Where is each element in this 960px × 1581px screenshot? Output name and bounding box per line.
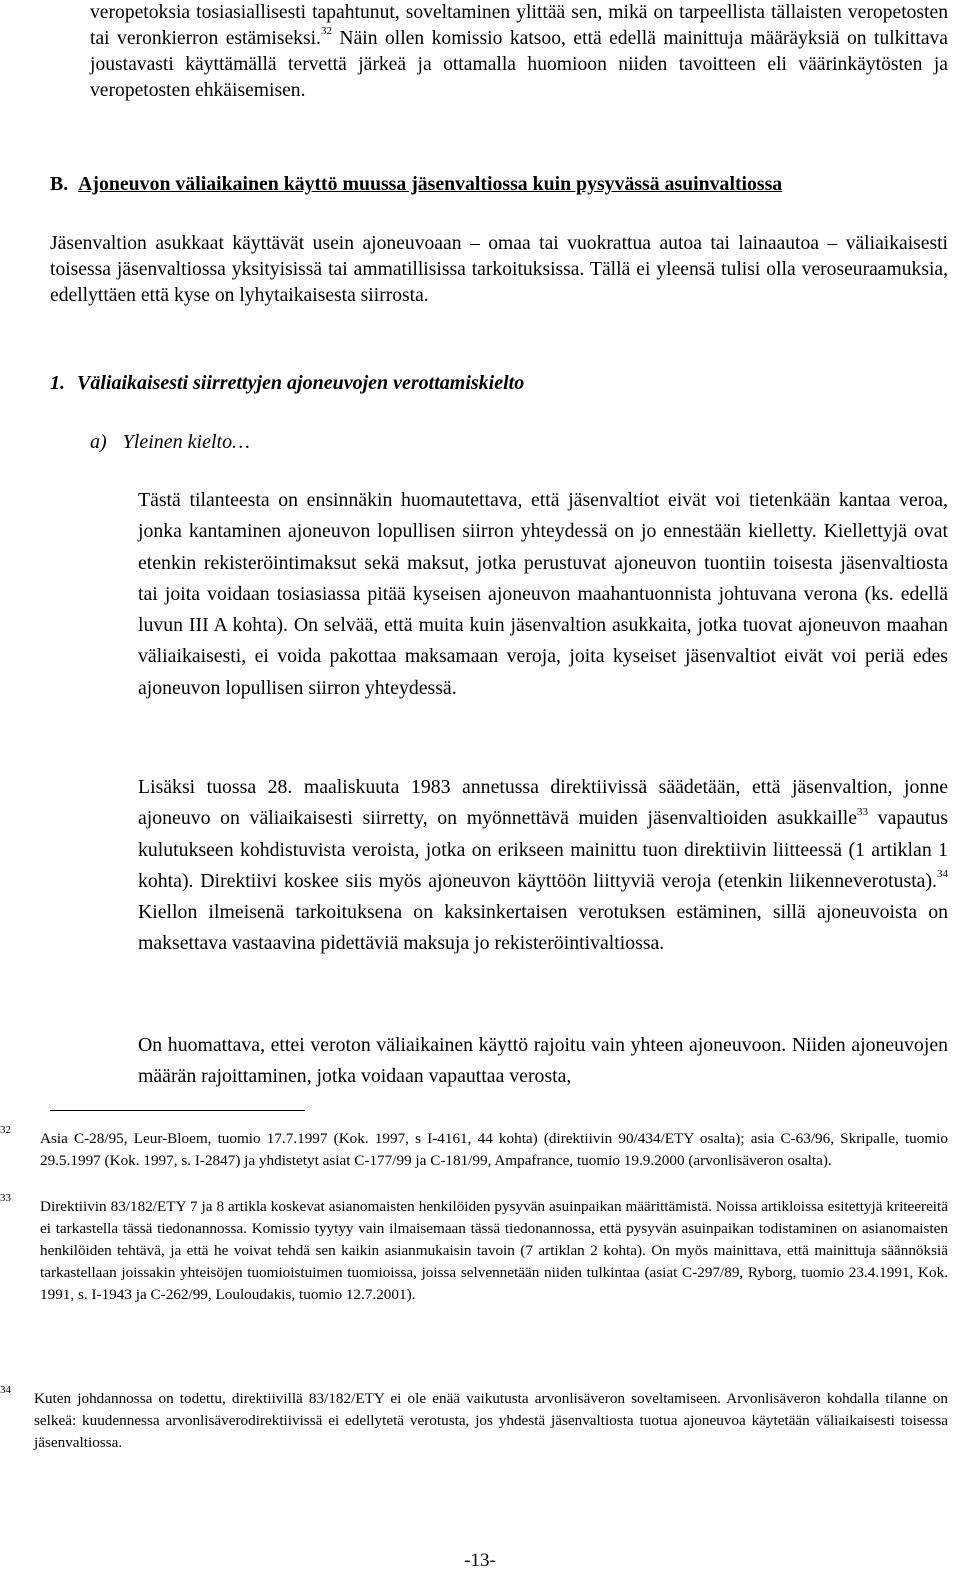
paragraph-2-text: Lisäksi tuossa 28. maaliskuuta 1983 annetussa direktiivissä säädetään, että jäsenvaltion, jonne ajoneuvo on väliaikaisesti siirretty, on myönnettävä muiden jäsenvaltioiden asukkaille bbox=[138, 776, 948, 830]
intro-paragraph: Jäsenvaltion asukkaat käyttävät usein ajoneuvoaan – omaa tai vuokrattua autoa tai lainaautoa – väliaikaisesti toisessa jäsenvaltiossa yksityisissä tai ammatillisissa tarkoituksissa. Tällä ei yleensä tulisi olla veroseuraamuksia, edellyttäen että kyse on lyhytaikaisesta siirrosta. bbox=[50, 233, 948, 306]
footnote-number: 33 bbox=[0, 1192, 11, 1204]
lead-paragraph bbox=[90, 0, 948, 104]
footnote-divider bbox=[50, 1110, 305, 1111]
paragraph-2-text-end: Kiellon ilmeisenä tarkoituksena on kaksinkertaisen verotuksen estäminen, sillä ajoneuvoista on maksettava vastaavina pidettäviä maksuja jo rekisteröintivaltiossa. bbox=[138, 901, 948, 955]
subsection-title: Väliaikaisesti siirrettyjen ajoneuvojen verottamiskielto bbox=[77, 372, 525, 394]
footnote-34: Kuten johdannossa on todettu, direktiivillä 83/182/ETY ei ole enää vaikutusta arvonlisäveron soveltamiseen. Arvonlisäveron kohdalla tilanne on selkeä: kuudennessa arvonlisäverodirektiivissä ei edellytetä verotusta, jos yhdestä jäsenvaltiosta tuotua ajoneuvoa käytetään väliaikaisesti toisessa jäsenvaltiossa. bbox=[34, 1390, 948, 1451]
subsection-number: 1. bbox=[50, 372, 65, 394]
lead-paragraph-text: veropetoksia tosiasiallisesti tapahtunut, soveltaminen ylittää sen, mikä on tarpeellista tällaisten veropetosten tai veronkierron estämiseksi. bbox=[90, 2, 948, 49]
body-paragraph-1: Tästä tilanteesta on ensinnäkin huomautettava, että jäsenvaltiot eivät voi tietenkään kantaa veroa, jonka kantaminen ajoneuvon lopullisen siirron yhteydessä on jo ennestään kielletty. Kiellettyjä ovat etenkin rekisteröintimaksut sekä maksut, jotka perustuvat ajoneuvon tuontiin toisesta jäsenvaltiosta tai joita voidaan tosiasiassa pitää kyseisen ajoneuvon maahantuonnista johtuvana verona (ks. edellä luvun III A kohta). On selvää, että muita kuin jäsenvaltion asukkaita, jotka tuovat ajoneuvon maahan väliaikaisesti, ei voida pakottaa maksamaan veroja, joita kyseiset jäsenvaltiot eivät voi periä edes ajoneuvon lopullisen siirron yhteydessä. bbox=[138, 489, 948, 699]
body-paragraph-2 bbox=[138, 772, 948, 960]
subsection-label: a) bbox=[90, 431, 107, 453]
subsection-a-title: Yleinen kielto… bbox=[122, 431, 250, 453]
page-number: -13- bbox=[464, 1550, 496, 1571]
footnote-number: 34 bbox=[0, 1384, 11, 1396]
subsection-1-heading bbox=[50, 372, 524, 395]
paragraph-2-text-cont: vapautus kulutukseen kohdistuvista veroista, jotka on erikseen mainittu tuon direktiivin liitteessä (1 artiklan 1 kohta). Direktiivi koskee siis myös ajoneuvon käyttöön liittyviä veroja (etenkin liikenneverotusta). bbox=[138, 807, 948, 892]
body-paragraph-3: On huomattava, ettei veroton väliaikainen käyttö rajoitu vain yhteen ajoneuvoon. Niiden ajoneuvojen määrän rajoittaminen, jotka voidaan vapauttaa verosta, bbox=[138, 1034, 948, 1088]
section-title: Ajoneuvon väliaikainen käyttö muussa jäsenvaltiossa kuin pysyvässä asuinvaltiossa bbox=[78, 173, 783, 195]
footnote-ref-34[interactable]: 34 bbox=[937, 868, 948, 881]
footnote-33: Direktiivin 83/182/ETY 7 ja 8 artikla koskevat asianomaisten henkilöiden pysyvän asuinpaikan määrittämistä. Noissa artikloissa esitettyjä kriteereitä ei tarkastella tässä tiedonannossa. Komissio tyytyy vain ilmaisemaan tässä tiedonannossa, että pysyvän asuinpaikan todistaminen on asianomaisten henkilöiden tehtävä, ja että he voivat tehdä sen kaikin asianmukaisin tavoin (7 artiklan 2 kohta). On myös mainittava, että mainittuja säännöksiä tarkastellaan joissakin yhteisöjen tuomioistuimen tuomioissa, joissa selvennetään niiden tulkintaa (asiat C-297/89, Ryborg, tuomio 23.4.1991, Kok. 1991, s. I-1943 ja C-262/99, Louloudakis, tuomio 12.7.2001). bbox=[40, 1198, 948, 1303]
footnote-number: 32 bbox=[0, 1124, 11, 1136]
lead-paragraph-text-cont: Näin ollen komissio katsoo, että edellä mainittuja määräyksiä on tulkittava joustavasti käyttämällä tervettä järkeä ja ottamalla huomioon niiden tavoitteen eli väärinkäytösten ja veropetosten ehkäisemisen. bbox=[90, 28, 949, 101]
section-b-heading bbox=[50, 173, 782, 196]
footnote-ref-32[interactable]: 32 bbox=[320, 25, 332, 38]
subsection-a-heading bbox=[90, 431, 250, 454]
section-letter: B. bbox=[50, 173, 69, 195]
footnote-ref-33[interactable]: 33 bbox=[857, 805, 869, 818]
footnote-32: Asia C-28/95, Leur-Bloem, tuomio 17.7.1997 (Kok. 1997, s I-4161, 44 kohta) (direktiivin 90/434/ETY osalta); asia C-63/96, Skripalle, tuomio 29.5.1997 (Kok. 1997, s. I-2847) ja yhdistetyt asiat C-177/99 ja C-181/99, Ampafrance, tuomio 19.9.2000 (arvonlisäveron osalta). bbox=[40, 1130, 948, 1169]
